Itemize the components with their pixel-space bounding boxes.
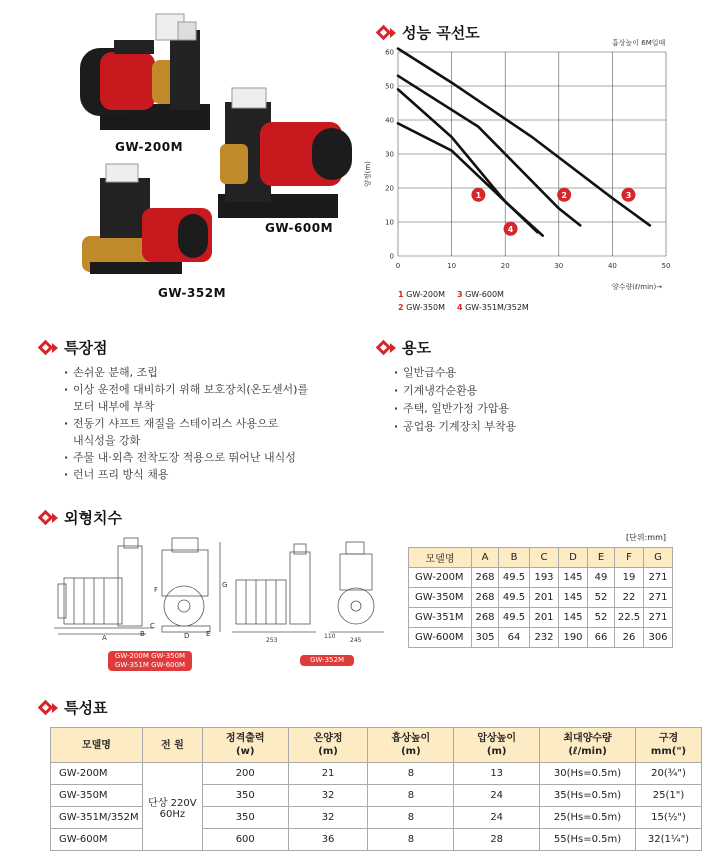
drawing-front-view: [162, 538, 220, 632]
dims-value-cell: 145: [559, 608, 588, 628]
table-row: [409, 568, 673, 588]
specs-table-header: [51, 728, 702, 763]
chart-x-tick-label: 20: [500, 262, 510, 270]
legend-item-2: [398, 301, 445, 314]
chart-x-tick-label: 0: [395, 262, 401, 270]
series-marker-number: 3: [625, 190, 632, 200]
spec-header-cell: [202, 728, 288, 763]
spec-value-cell: 20(¾"): [636, 763, 702, 785]
dims-header-cell: G: [644, 548, 673, 568]
chart-y-tick-label: 10: [385, 218, 394, 227]
spec-value-cell: 13: [454, 763, 540, 785]
spec-header-cell: [540, 728, 636, 763]
dims-model-cell: GW-200M: [409, 568, 472, 588]
spec-header-unit: (m): [318, 746, 338, 757]
performance-chart: [364, 44, 676, 306]
dims-value-cell: 145: [559, 568, 588, 588]
dim-f-label: F: [154, 586, 159, 594]
dims-value-cell: 305: [472, 628, 499, 648]
feature-item: · 주물 내·외측 전착도장 적용으로 뛰어난 내식성: [64, 449, 364, 466]
spec-header-cell: [368, 728, 454, 763]
chart-y-tick-label: 60: [385, 48, 394, 57]
dims-value-cell: 49.5: [499, 588, 530, 608]
spec-model-cell: GW-200M: [51, 763, 143, 785]
dims-model-cell: GW-351M: [409, 608, 472, 628]
dims-value-cell: 306: [644, 628, 673, 648]
specs-section-header: [40, 697, 107, 718]
dimension-drawings: [54, 532, 404, 667]
legend-item-1: [398, 288, 445, 301]
spec-value-cell: 30(Hs=0.5m): [540, 763, 636, 785]
chart-ylabel: 양정(m): [364, 161, 372, 187]
spec-header-cell: [454, 728, 540, 763]
spec-value-cell: 25(1"): [636, 785, 702, 807]
dimensions-section-header: [40, 507, 122, 528]
badge-left-line-2: GW-351M GW-600M: [114, 661, 186, 669]
dim-253-label: 253: [266, 637, 278, 644]
series-marker-number: 1: [475, 190, 482, 200]
spec-value-cell: 8: [368, 763, 454, 785]
dims-value-cell: 271: [644, 568, 673, 588]
spec-header-unit: (m): [486, 746, 507, 757]
feature-item: · 런너 프리 방식 채용: [64, 466, 364, 483]
dims-value-cell: 22: [615, 588, 644, 608]
spec-header-main: 최대양수량: [563, 733, 612, 744]
dims-model-cell: GW-600M: [409, 628, 472, 648]
spec-header-main: 온양정: [313, 733, 343, 744]
performance-note: 흡상높이 6M일때: [612, 39, 666, 47]
feature-item: · 이상 운전에 대비하기 위해 보호장치(온도센서)를 모터 내부에 부착: [64, 381, 364, 415]
chart-series-line: [398, 123, 537, 232]
dims-value-cell: 49.5: [499, 568, 530, 588]
dimensions-unit: [단위:mm]: [626, 533, 666, 542]
usage-title: 용도: [402, 339, 431, 357]
dim-c-label: C: [150, 622, 155, 630]
dims-value-cell: 271: [644, 608, 673, 628]
spec-value-cell: 8: [368, 807, 454, 829]
pump-label-gw200m: GW-200M: [115, 140, 184, 154]
performance-title: 성능 곡선도: [402, 24, 480, 42]
spec-value-cell: 28: [454, 829, 540, 851]
legend-num: 2: [398, 303, 404, 312]
spec-header-main: 압상높이: [477, 733, 516, 744]
features-section-header: [40, 337, 107, 358]
chart-xlabel: 양수량(ℓ/min)→: [612, 283, 663, 291]
spec-value-cell: 8: [368, 829, 454, 851]
feature-item: · 전동기 샤프트 재질을 스테이리스 사용으로 내식성을 강화: [64, 415, 364, 449]
performance-section-header: [378, 22, 480, 43]
legend-item-3: [457, 288, 504, 301]
pump-gw600m-image: [218, 88, 352, 218]
pump-gw200m-image: [80, 14, 210, 130]
spec-value-cell: 200: [202, 763, 288, 785]
spec-value-cell: 21: [288, 763, 368, 785]
spec-header-unit: mm("): [650, 746, 687, 757]
spec-value-cell: 32(1¼"): [636, 829, 702, 851]
chart-y-tick-label: 0: [389, 252, 394, 261]
spec-header-main: 구경: [658, 733, 679, 744]
usage-list: [394, 364, 674, 436]
spec-value-cell: 350: [202, 807, 288, 829]
legend-num: 1: [398, 290, 404, 299]
spec-value-cell: 600: [202, 829, 288, 851]
dims-value-cell: 193: [530, 568, 559, 588]
dim-g-label: G: [222, 581, 228, 589]
chart-series-marker: [504, 222, 518, 236]
specs-table-body: [51, 763, 702, 851]
diamond-bullet-icon: [38, 700, 54, 716]
dims-header-cell: E: [588, 548, 615, 568]
dims-value-cell: 268: [472, 568, 499, 588]
pump-label-gw600m: GW-600M: [265, 221, 334, 235]
drawing-gw352m: [232, 542, 384, 632]
dim-b-label: B: [140, 630, 145, 638]
legend-num: 4: [456, 303, 463, 312]
table-row: [409, 588, 673, 608]
spec-value-cell: 25(Hs=0.5m): [540, 807, 636, 829]
chart-series-line: [398, 76, 580, 226]
legend-label: GW-351M/352M: [465, 303, 529, 312]
dims-model-cell: GW-350M: [409, 588, 472, 608]
legend-label: GW-350M: [406, 303, 445, 312]
spec-header-main: 정격출력: [225, 733, 265, 744]
dims-value-cell: 190: [559, 628, 588, 648]
spec-header-main: 모델명: [81, 739, 111, 751]
pump-label-gw352m: GW-352M: [158, 286, 227, 300]
chart-series-marker: [557, 188, 571, 202]
dim-245-label: 245: [350, 637, 362, 644]
spec-value-cell: 15(½"): [636, 807, 702, 829]
usage-item: · 기계냉각순환용: [394, 382, 674, 400]
dims-value-cell: 66: [588, 628, 615, 648]
dim-d-label: D: [184, 632, 190, 640]
spec-model-cell: GW-351M/352M: [51, 807, 143, 829]
dims-value-cell: 64: [499, 628, 530, 648]
dims-value-cell: 49: [588, 568, 615, 588]
drawing-side-view: [54, 538, 154, 634]
dims-value-cell: 271: [644, 588, 673, 608]
spec-header-unit: (w): [236, 746, 255, 757]
dims-value-cell: 232: [530, 628, 559, 648]
specs-title: 특성표: [64, 699, 108, 717]
table-row: [409, 608, 673, 628]
specs-table: [50, 727, 702, 851]
dims-header-cell: D: [559, 548, 588, 568]
chart-x-tick-label: 50: [661, 262, 671, 270]
usage-item: · 주택, 일반가정 가압용: [394, 400, 674, 418]
pump-gw352m-image: [82, 164, 212, 274]
spec-header-cell: [142, 728, 202, 763]
spec-value-cell: 32: [288, 807, 368, 829]
spec-header-unit: (ℓ/min): [568, 746, 607, 757]
chart-y-tick-label: 50: [385, 82, 394, 91]
features-list: [64, 364, 364, 483]
spec-value-cell: 8: [368, 785, 454, 807]
usage-item: · 공업용 기계장치 부착용: [394, 418, 674, 436]
dim-a-label: A: [102, 634, 107, 642]
table-row: [409, 628, 673, 648]
features-title: 특장점: [64, 339, 108, 357]
dim-110-label: 110: [324, 633, 336, 640]
dims-value-cell: 26: [615, 628, 644, 648]
spec-value-cell: 350: [202, 785, 288, 807]
spec-header-cell: [636, 728, 702, 763]
dimensions-table-header: [409, 548, 673, 568]
chart-series-marker: [471, 188, 485, 202]
chart-series-line: [398, 89, 543, 235]
usage-section-header: [378, 337, 431, 358]
dims-value-cell: 201: [530, 608, 559, 628]
chart-x-tick-label: 10: [447, 262, 457, 270]
dims-value-cell: 49.5: [499, 608, 530, 628]
dims-value-cell: 22.5: [615, 608, 644, 628]
spec-header-main: 흡상높이: [391, 733, 431, 744]
series-marker-number: 4: [507, 224, 514, 234]
spec-value-cell: 32: [288, 785, 368, 807]
chart-x-tick-label: 40: [607, 262, 617, 270]
legend-item-4: [457, 301, 529, 314]
chart-series-marker: [621, 188, 635, 202]
spec-header-cell: [51, 728, 143, 763]
drawing-dim-numbers: [266, 633, 362, 644]
dims-value-cell: 52: [588, 608, 615, 628]
spec-header-main: 전 원: [160, 739, 184, 751]
dims-value-cell: 268: [472, 608, 499, 628]
dimensions-title: 외형치수: [64, 509, 122, 527]
legend-label: GW-200M: [406, 290, 445, 299]
chart-y-tick-label: 40: [385, 116, 394, 125]
dims-header-cell: A: [472, 548, 499, 568]
badge-left-models: [108, 651, 192, 671]
spec-model-cell: GW-600M: [51, 829, 143, 851]
spec-power-cell: [142, 763, 202, 851]
chart-x-tick-label: 30: [554, 262, 564, 270]
dimensions-table: [408, 547, 673, 648]
dims-value-cell: 145: [559, 588, 588, 608]
dims-header-cell: C: [530, 548, 559, 568]
spec-value-cell: 36: [288, 829, 368, 851]
spec-header-cell: [288, 728, 368, 763]
spec-power-line: 단상 220V: [148, 797, 197, 809]
spec-header-unit: (m): [401, 746, 421, 757]
pump-photos: [60, 4, 390, 304]
table-row: [51, 763, 702, 785]
dims-value-cell: 19: [615, 568, 644, 588]
spec-value-cell: 35(Hs=0.5m): [540, 785, 636, 807]
dims-header-cell: B: [499, 548, 530, 568]
spec-value-cell: 24: [454, 807, 540, 829]
chart-y-tick-label: 30: [385, 150, 394, 159]
dims-header-cell: F: [615, 548, 644, 568]
spec-model-cell: GW-350M: [51, 785, 143, 807]
series-marker-number: 2: [561, 190, 567, 200]
dim-e-label: E: [206, 630, 211, 638]
spec-value-cell: 24: [454, 785, 540, 807]
badge-left-line-1: GW-200M GW-350M: [114, 652, 186, 660]
dimensions-table-body: [409, 568, 673, 648]
diamond-bullet-icon: [376, 25, 392, 41]
feature-item: · 손쉬운 분해, 조립: [64, 364, 364, 381]
dims-value-cell: 268: [472, 588, 499, 608]
legend-num: 3: [456, 290, 463, 299]
spec-value-cell: 55(Hs=0.5m): [540, 829, 636, 851]
diamond-bullet-icon: [38, 510, 54, 526]
diamond-bullet-icon: [376, 340, 392, 356]
chart-y-tick-label: 20: [385, 184, 394, 193]
diamond-bullet-icon: [38, 340, 54, 356]
dims-value-cell: 52: [588, 588, 615, 608]
legend-label: GW-600M: [465, 290, 504, 299]
badge-right-model: GW-352M: [300, 655, 354, 666]
chart-legend: [398, 288, 578, 314]
usage-item: · 일반급수용: [394, 364, 674, 382]
spec-power-line: 60Hz: [159, 808, 186, 820]
dims-header-cell: 모델명: [409, 548, 472, 568]
dims-value-cell: 201: [530, 588, 559, 608]
